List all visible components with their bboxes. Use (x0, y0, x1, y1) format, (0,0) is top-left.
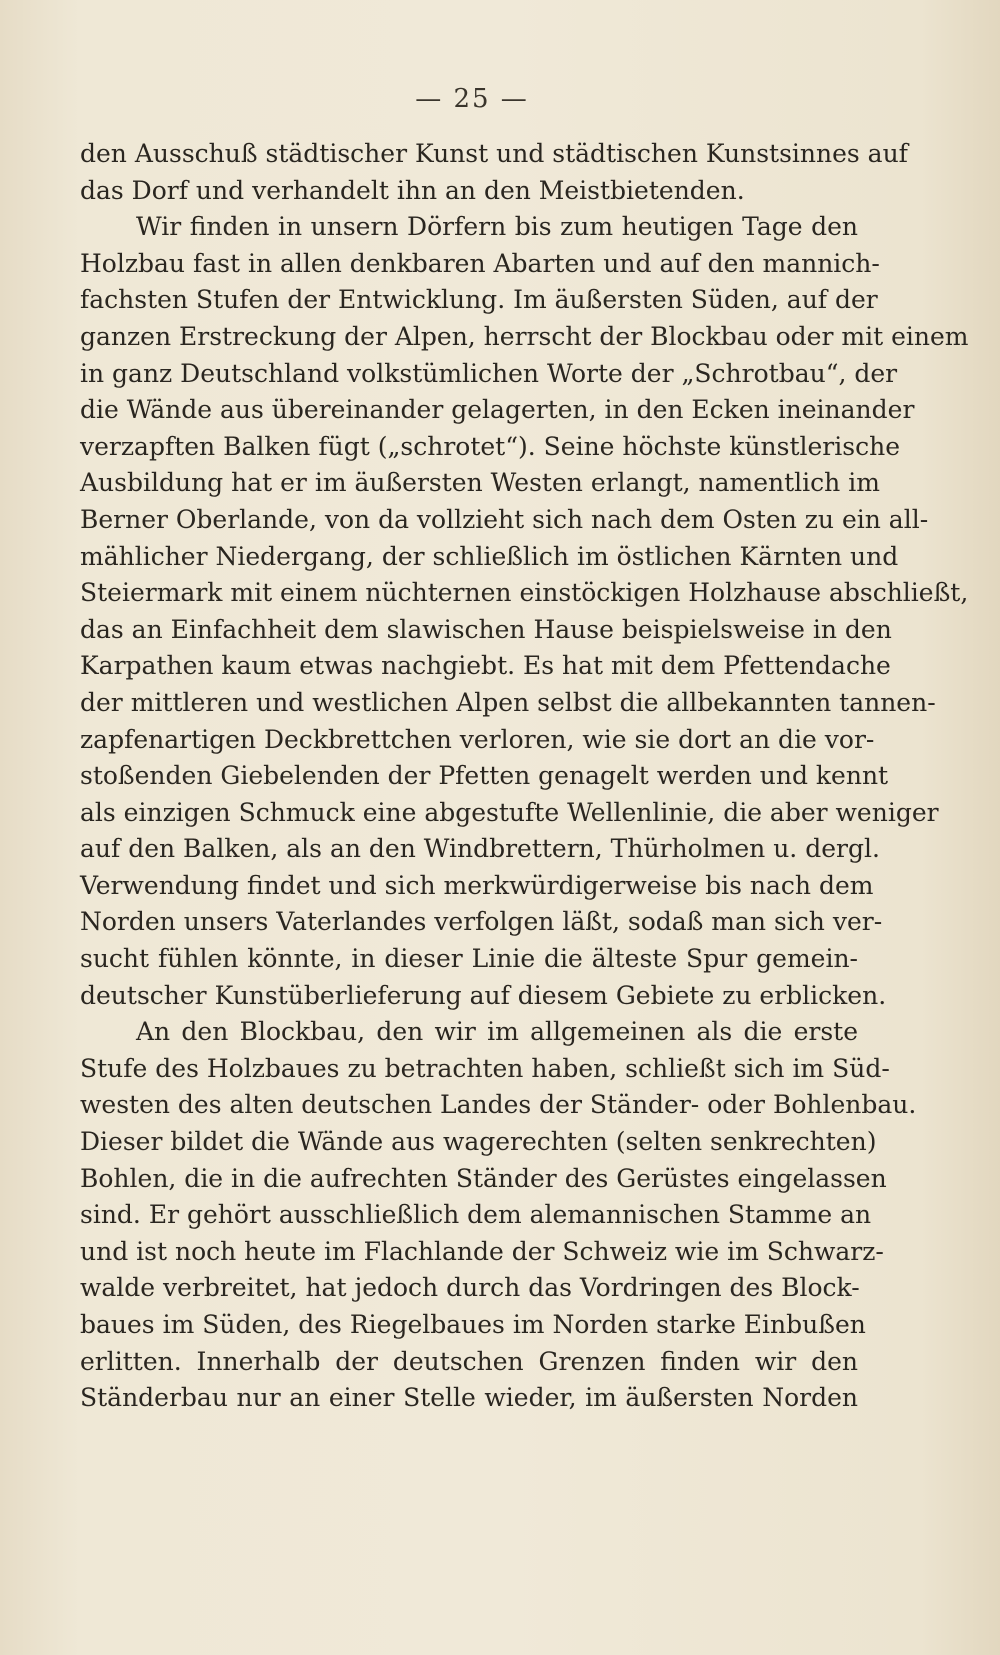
body-text (80, 136, 969, 1417)
text-line: den Ausschuß städtischer Kunst und städtischen Kunstsinnes auf (80, 139, 908, 168)
text-line: als einzigen Schmuck eine abgestufte Wellenlinie, die aber weniger (80, 797, 939, 827)
text-line: Bohlen, die in die aufrechten Ständer des Gerüstes eingelassen (80, 1163, 887, 1193)
text-line: mählicher Niedergang, der schließlich im östlichen Kärnten und (80, 541, 899, 571)
text-line: erlitten. Innerhalb der deutschen Grenzen finden wir den (80, 1346, 858, 1376)
text-line: Ausbildung hat er im äußersten Westen erlangt, namentlich im (80, 468, 880, 498)
text-line: ganzen Erstreckung der Alpen, herrscht der Blockbau oder mit einem (80, 321, 969, 351)
text-line: Wir finden in unsern Dörfern bis zum heutigen Tage den (136, 212, 858, 242)
text-line: Ständerbau nur an einer Stelle wieder, im äußersten Norden (80, 1383, 858, 1413)
text-line: Holzbau fast in allen denkbaren Abarten und auf den mannich- (80, 248, 880, 278)
text-line: das an Einfachheit dem slawischen Hause beispielsweise in den (80, 614, 892, 644)
text-line: zapfenartigen Deckbrettchen verloren, wie sie dort an die vor- (80, 724, 875, 754)
text-line: das Dorf und verhandelt ihn an den Meistbietenden. (80, 175, 745, 205)
text-line: stoßenden Giebelenden der Pfetten genagelt werden und kennt (80, 761, 889, 791)
text-line: sucht fühlen könnte, in dieser Linie die älteste Spur gemein- (80, 944, 858, 974)
text-line: walde verbreitet, hat jedoch durch das Vordringen des Block- (80, 1273, 860, 1303)
text-line: Verwendung findet und sich merkwürdigerweise bis nach dem (80, 870, 874, 900)
text-line: Berner Oberlande, von da vollzieht sich nach dem Osten zu ein all- (80, 504, 929, 534)
text-line: verzapften Balken fügt („schrotet“). Seine höchste künstlerische (80, 431, 900, 461)
text-line: deutscher Kunstüberlieferung auf diesem Gebiete zu erblicken. (80, 980, 887, 1010)
text-line: auf den Balken, als an den Windbrettern, Thürholmen u. dergl. (80, 834, 880, 864)
text-line: und ist noch heute im Flachlande der Schweiz wie im Schwarz- (80, 1236, 884, 1266)
text-line: sind. Er gehört ausschließlich dem alemannischen Stamme an (80, 1200, 872, 1230)
text-line: Dieser bildet die Wände aus wagerechten (selten senkrechten) (80, 1127, 877, 1157)
text-line: Norden unsers Vaterlandes verfolgen läßt, sodaß man sich ver- (80, 907, 883, 937)
text-line: der mittleren und westlichen Alpen selbst die allbekannten tannen- (80, 687, 936, 717)
text-line: fachsten Stufen der Entwicklung. Im äußersten Süden, auf der (80, 285, 878, 315)
text-line: Karpathen kaum etwas nachgiebt. Es hat mit dem Pfettendache (80, 651, 891, 681)
text-line: Stufe des Holzbaues zu betrachten haben, schließt sich im Süd- (80, 1053, 890, 1083)
text-line: in ganz Deutschland volkstümlichen Worte der „Schrotbau“, der (80, 358, 898, 388)
text-line: An den Blockbau, den wir im allgemeinen als die erste (136, 1017, 858, 1047)
text-line: Steiermark mit einem nüchternen einstöckigen Holzhause abschließt, (80, 578, 969, 608)
text-line: westen des alten deutschen Landes der Ständer- oder Bohlenbau. (80, 1090, 917, 1120)
page-number: — 25 — (415, 84, 529, 114)
text-line: die Wände aus übereinander gelagerten, in den Ecken ineinander (80, 395, 915, 425)
text-line: baues im Süden, des Riegelbaues im Norden starke Einbußen (80, 1310, 866, 1339)
